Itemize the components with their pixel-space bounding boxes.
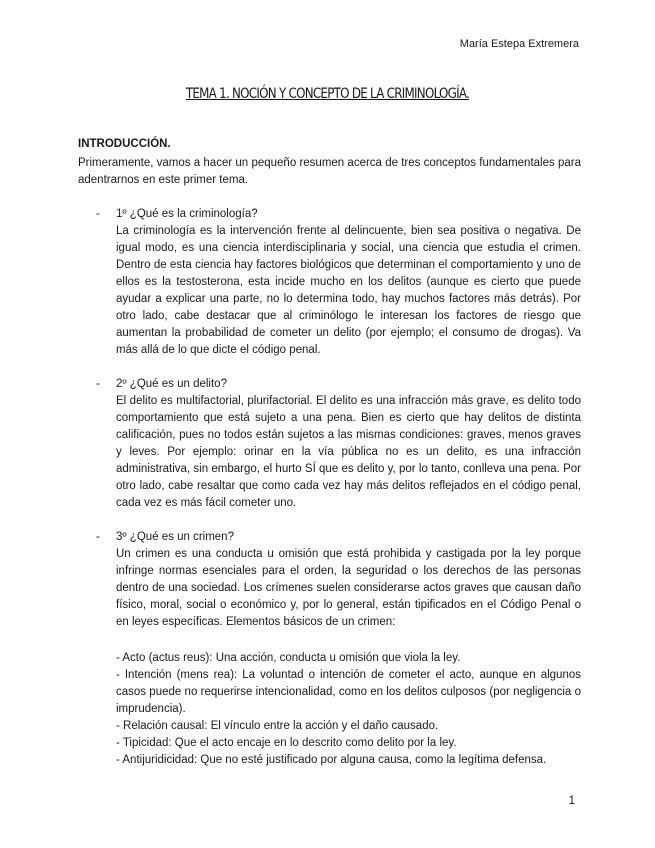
section-criminologia: [96, 206, 581, 359]
list-item: - Antijuridicidad: Que no esté justificado por alguna causa, como la legítima defensa.: [116, 754, 547, 766]
page-number: 1: [568, 795, 575, 807]
section-question: 1º ¿Qué es la criminología?: [116, 208, 258, 220]
list-item: - Relación causal: El vínculo entre la acción y el daño causado.: [116, 720, 439, 732]
intro-paragraph: Primeramente, vamos a hacer un pequeño resumen acerca de tres conceptos fundamentales para adentrarnos en este primer tema.: [78, 157, 581, 186]
bullet-dash: -: [96, 208, 100, 220]
section-crimen: [96, 529, 581, 629]
list-item: - Intención (mens rea): La voluntad o intención de cometer el acto, aunque en algunos casos puede no requerirse intencionalidad, como en los delitos culposos (por negligencia o imprudencia).: [116, 669, 581, 715]
bullet-dash: -: [96, 378, 100, 390]
section-body: El delito es multifactorial, plurifactorial. El delito es una infracción más grave, es delito todo comportamiento que está sujeto a una pena. Bien es cierto que hay delitos de distinta calificación, pues no todos están sujetos a las mismas condiciones: graves, menos graves y leves. Por ejemplo: orinar en la vía pública no es un delito, es una infracción administrativa, sin embargo, el hurto SÍ que es delito y, por lo tanto, conlleva una pena. Por otro lado, cabe resaltar que como cada vez hay más delitos reflejados en el código penal, cada vez es más fácil cometer uno.: [116, 395, 581, 509]
list-item: - Tipicidad: Que el acto encaje en lo descrito como delito por la ley.: [116, 737, 457, 749]
section-delito: [96, 376, 581, 512]
list-item: - Acto (actus reus): Una acción, conducta u omisión que viola la ley.: [116, 652, 461, 664]
bullet-dash: -: [96, 531, 100, 543]
author-header: María Estepa Extremera: [459, 38, 579, 50]
section-question: 3º ¿Qué es un crimen?: [116, 531, 234, 543]
section-body: La criminología es la intervención frente al delincuente, bien sea positiva o negativa. De igual modo, es una ciencia interdisciplinaria y social, una ciencia que estudia el crimen. Dentro de esta ciencia hay factores biológicos que determinan el comportamiento y uno de ellos es la testosterona, esta incide mucho en los delitos (aunque es cierto que puede ayudar a explicar una parte, no lo determina todo, hay muchos factores más detrás). Por otro lado, cabe destacar que al criminólogo le interesan los factores de riesgo que aumentan la probabilidad de cometer un delito (por ejemplo; el consumo de drogas). Va más allá de lo que dicte el código penal.: [116, 225, 581, 356]
crime-elements-list: [116, 650, 581, 769]
page-title: TEMA 1. NOCIÓN Y CONCEPTO DE LA CRIMINOLOGÍA.: [185, 86, 470, 102]
section-question: 2º ¿Qué es un delito?: [116, 378, 227, 390]
intro-heading: INTRODUCCIÓN.: [78, 138, 171, 150]
section-body: Un crimen es una conducta u omisión que está prohibida y castigada por la ley porque infringe normas esenciales para el orden, la seguridad o los derechos de las personas dentro de una sociedad. Los crímenes suelen considerarse actos graves que causan daño físico, moral, social o económico y, por lo general, están tipificados en el Código Penal o en leyes específicas. Elementos básicos de un crimen:: [116, 548, 581, 628]
